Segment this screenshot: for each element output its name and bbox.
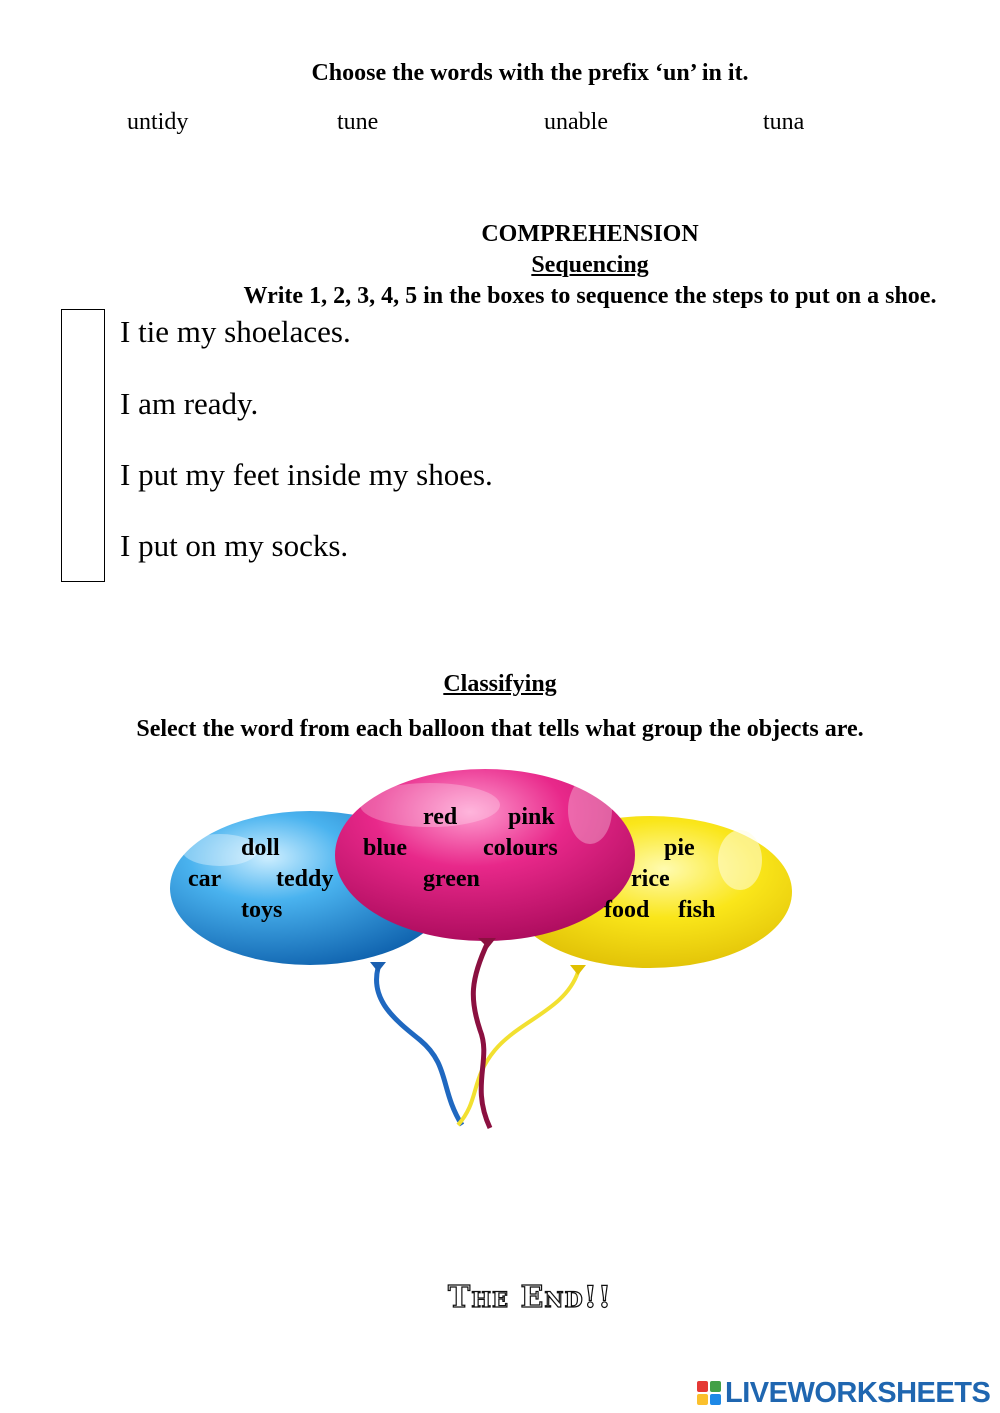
pink-word-green[interactable]: green — [423, 866, 480, 892]
blue-word-car[interactable]: car — [188, 866, 222, 892]
pink-balloon-string — [473, 942, 490, 1128]
yellow-balloon-string — [458, 972, 578, 1125]
logo-square-yellow — [697, 1394, 708, 1405]
sequence-step-1: I tie my shoelaces. — [120, 314, 351, 349]
pink-word-red[interactable]: red — [423, 804, 458, 830]
option-tune[interactable]: tune — [337, 109, 379, 135]
logo-square-blue — [710, 1394, 721, 1405]
prefix-question-title: Choose the words with the prefix ‘un’ in it. — [311, 60, 749, 86]
yellow-word-food[interactable]: food — [604, 897, 650, 923]
yellow-word-pie[interactable]: pie — [664, 835, 695, 861]
logo-text: LIVEWORKSHEETS — [725, 1376, 991, 1409]
sequence-step-3: I put my feet inside my shoes. — [120, 457, 493, 492]
the-end-text: The End!! — [447, 1280, 613, 1315]
pink-word-pink[interactable]: pink — [508, 804, 555, 830]
pink-word-blue[interactable]: blue — [363, 835, 408, 861]
classifying-instruction: Select the word from each balloon that tells what group the objects are. — [136, 716, 864, 742]
blue-word-teddy[interactable]: teddy — [276, 866, 334, 892]
logo-square-red — [697, 1381, 708, 1392]
comprehension-heading: COMPREHENSION — [481, 221, 699, 247]
pink-word-colours[interactable]: colours — [483, 835, 558, 861]
sequencing-instruction: Write 1, 2, 3, 4, 5 in the boxes to sequence the steps to put on a shoe. — [243, 283, 937, 309]
blue-word-doll[interactable]: doll — [241, 835, 280, 861]
classifying-heading: Classifying — [443, 671, 557, 697]
blue-balloon-string — [376, 968, 462, 1125]
sequence-step-4: I put on my socks. — [120, 528, 349, 563]
sequence-step-2: I am ready. — [120, 386, 259, 421]
liveworksheets-logo — [697, 1378, 990, 1408]
logo-square-green — [710, 1381, 721, 1392]
logo-squares-icon — [697, 1381, 721, 1405]
blue-word-toys[interactable]: toys — [241, 897, 283, 923]
option-tuna[interactable]: tuna — [763, 109, 805, 135]
option-unable[interactable]: unable — [544, 109, 608, 135]
option-untidy[interactable]: untidy — [127, 109, 189, 135]
sequencing-heading: Sequencing — [531, 252, 649, 278]
yellow-word-fish[interactable]: fish — [678, 897, 716, 923]
yellow-word-rice[interactable]: rice — [631, 866, 670, 892]
